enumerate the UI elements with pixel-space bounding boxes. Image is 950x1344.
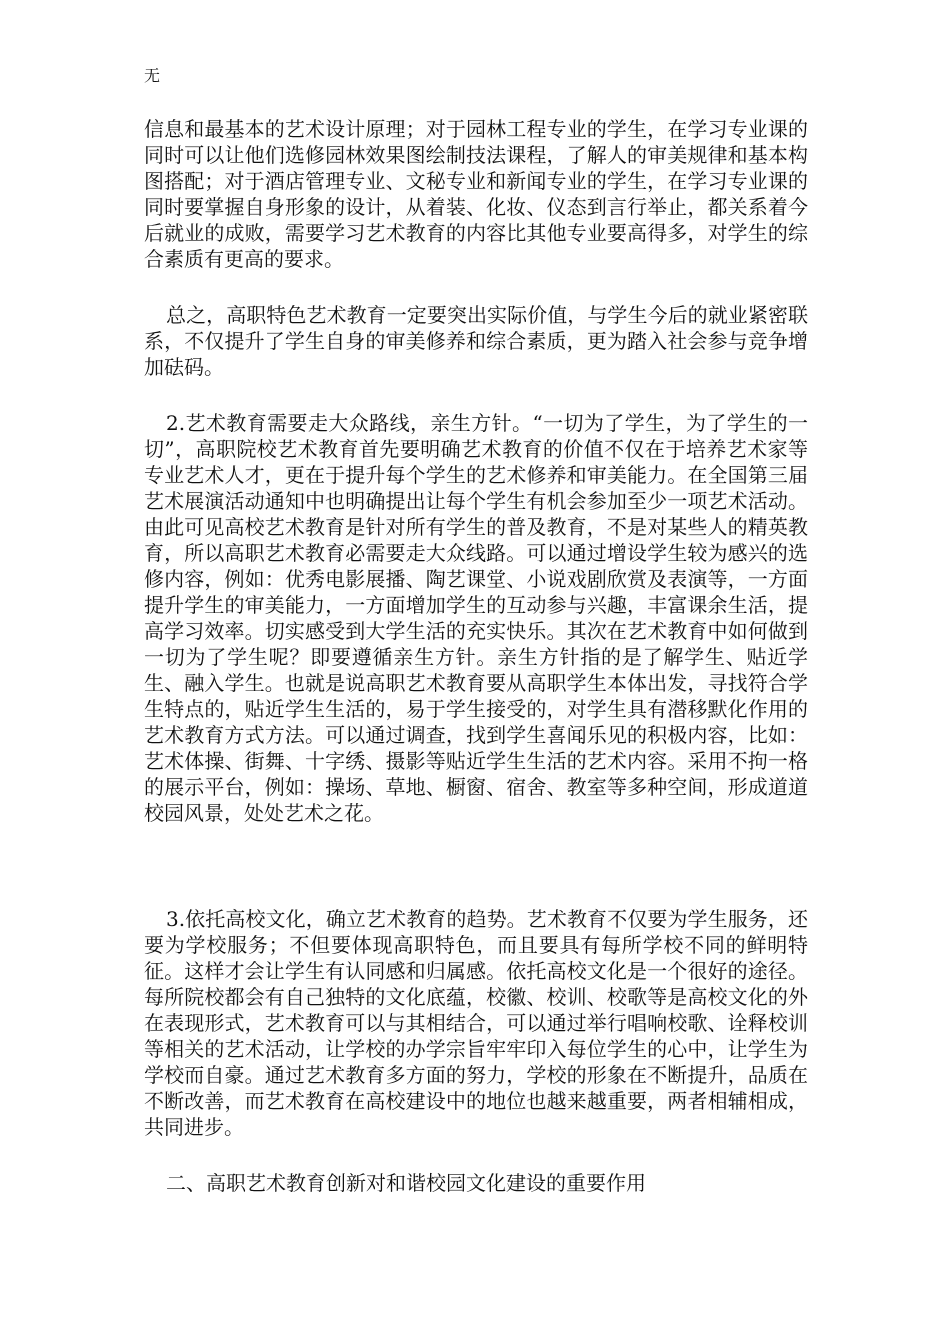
- document-body: [144, 116, 808, 1196]
- paragraph-gap: [144, 826, 808, 906]
- paragraph-1: 信息和最基本的艺术设计原理；对于园林工程专业的学生，在学习专业课的同时可以让他们选修园林效果图绘制技法课程，了解人的审美规律和基本构图搭配；对于酒店管理专业、文秘专业和新闻专业的学生，在学习专业课的同时要掌握自身形象的设计，从着装、化妆、仪态到言行举止，都关系着今后就业的成败，需要学习艺术教育的内容比其他专业要高得多，对学生的综合素质有更高的要求。: [144, 117, 808, 271]
- paragraph-gap: [144, 272, 808, 302]
- paragraph-2: 总之，高职特色艺术教育一定要突出实际价值，与学生今后的就业紧密联系，不仅提升了学生自身的审美修养和综合素质，更为踏入社会参与竞争增加砝码。: [144, 303, 808, 379]
- paragraph-3: 2.艺术教育需要走大众路线，亲生方针。“一切为了学生，为了学生的一切”，高职院校艺术教育首先要明确艺术教育的价值不仅在于培养艺术家等专业艺术人才，更在于提升每个学生的艺术修养和审美能力。在全国第三届艺术展演活动通知中也明确提出让每个学生有机会参加至少一项艺术活动。由此可见高校艺术教育是针对所有学生的普及教育，不是对某些人的精英教育，所以高职艺术教育必需要走大众线路。可以通过增设学生较为感兴的选修内容，例如：优秀电影展播、陶艺课堂、小说戏剧欣赏及表演等，一方面提升学生的审美能力，一方面增加学生的互动参与兴趣，丰富课余生活，提高学习效率。切实感受到大学生活的充实快乐。其次在艺术教育中如何做到一切为了学生呢？即要遵循亲生方针。亲生方针指的是了解学生、贴近学生、融入学生。也就是说高职艺术教育要从高职学生本体出发，寻找符合学生特点的，贴近学生生活的，易于学生接受的，对学生具有潜移默化作用的艺术教育方式方法。可以通过调查，找到学生喜闻乐见的积极内容，比如：艺术体操、街舞、十字绣、摄影等贴近学生生活的艺术内容。采用不拘一格的展示平台，例如：操场、草地、橱窗、宿舍、教室等多种空间，形成道道校园风景，处处艺术之花。: [144, 411, 808, 825]
- paragraph-gap: [144, 380, 808, 410]
- paragraph-4: 3.依托高校文化，确立艺术教育的趋势。艺术教育不仅要为学生服务，还要为学校服务；不但要体现高职特色，而且要具有每所学校不同的鲜明特征。这样才会让学生有认同感和归属感。依托高校文化是一个很好的途径。每所院校都会有自己独特的文化底蕴，校徽、校训、校歌等是高校文化的外在表现形式，艺术教育可以与其相结合，可以通过举行唱响校歌、诠释校训等相关的艺术活动，让学校的办学宗旨牢牢印入每位学生的心中，让学生为学校而自豪。通过艺术教育多方面的努力，学校的形象在不断提升，品质在不断改善，而艺术教育在高校建设中的地位也越来越重要，两者相辅相成，共同进步。: [144, 907, 808, 1139]
- page-header: 无: [144, 66, 161, 85]
- paragraph-gap: [144, 1140, 808, 1170]
- section-heading: 二、高职艺术教育创新对和谐校园文化建设的重要作用: [166, 1171, 646, 1195]
